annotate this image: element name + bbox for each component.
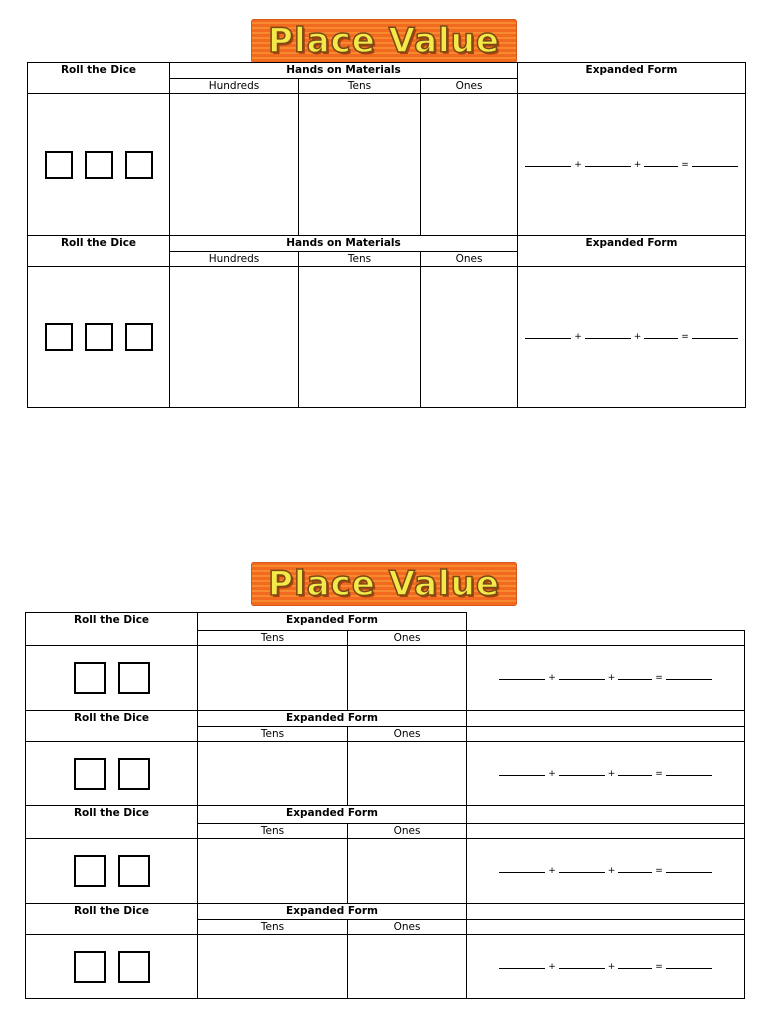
expanded-form-header: Expanded Form <box>518 63 746 94</box>
dice-cell <box>28 94 170 236</box>
dice-cell <box>26 742 198 806</box>
answer-blank[interactable] <box>585 337 631 339</box>
answer-blank[interactable] <box>666 967 712 969</box>
expanded-form-header: Expanded Form <box>198 904 467 920</box>
expanded-form-equation <box>518 160 745 170</box>
ones-header: Ones <box>348 824 467 839</box>
plus-sign: + <box>607 673 616 683</box>
answer-blank[interactable] <box>618 774 652 776</box>
tens-work-area[interactable] <box>198 646 348 711</box>
die-box-ones[interactable] <box>118 855 150 887</box>
tens-header: Tens <box>299 252 421 267</box>
plus-sign: + <box>548 673 556 683</box>
plus-sign: + <box>633 332 642 342</box>
die-box-hundreds[interactable] <box>45 151 73 179</box>
die-box-tens[interactable] <box>85 323 113 351</box>
dice-cell <box>26 935 198 999</box>
die-box-ones[interactable] <box>125 151 153 179</box>
die-box-hundreds[interactable] <box>45 323 73 351</box>
banner-title: Place Value <box>268 564 500 604</box>
answer-blank[interactable] <box>618 967 652 969</box>
place-value-banner <box>251 562 517 606</box>
ones-work-area[interactable] <box>421 267 518 408</box>
expanded-form-cell <box>518 94 746 236</box>
hundreds-work-area[interactable] <box>170 267 299 408</box>
answer-blank[interactable] <box>644 337 678 339</box>
tens-work-area[interactable] <box>198 935 348 999</box>
expanded-form-equation <box>518 332 745 342</box>
tens-work-area[interactable] <box>299 267 421 408</box>
expanded-form-equation <box>467 866 744 876</box>
expanded-form-cell <box>518 267 746 408</box>
roll-the-dice-header: Roll the Dice <box>26 904 198 920</box>
expanded-form-equation <box>467 962 744 972</box>
hundreds-work-area[interactable] <box>170 94 299 236</box>
expanded-form-cell <box>467 935 745 999</box>
answer-blank[interactable] <box>559 678 605 680</box>
expanded-form-equation <box>467 769 744 779</box>
equals-sign: = <box>655 768 663 779</box>
die-box-tens[interactable] <box>74 855 106 887</box>
die-box-tens[interactable] <box>85 151 113 179</box>
answer-blank[interactable] <box>666 871 712 873</box>
die-box-ones[interactable] <box>125 323 153 351</box>
equals-sign: = <box>681 332 689 342</box>
answer-blank[interactable] <box>499 871 545 873</box>
hands-on-materials-header: Hands on Materials <box>170 63 518 79</box>
expanded-form-cell <box>467 742 745 806</box>
plus-sign: + <box>548 768 556 779</box>
tens-header: Tens <box>299 79 421 94</box>
answer-blank[interactable] <box>618 871 652 873</box>
ones-work-area[interactable] <box>348 935 467 999</box>
die-box-ones[interactable] <box>118 662 150 694</box>
ones-work-area[interactable] <box>348 742 467 806</box>
answer-blank[interactable] <box>559 967 605 969</box>
tens-header: Tens <box>198 727 348 742</box>
roll-the-dice-header: Roll the Dice <box>28 236 170 267</box>
plus-sign: + <box>574 159 582 170</box>
dice-cell <box>28 267 170 408</box>
ones-work-area[interactable] <box>348 839 467 904</box>
die-box-tens[interactable] <box>74 758 106 790</box>
tens-work-area[interactable] <box>198 742 348 806</box>
answer-blank[interactable] <box>559 774 605 776</box>
plus-sign: + <box>548 961 556 972</box>
equals-sign: = <box>655 866 663 876</box>
ones-header: Ones <box>348 727 467 742</box>
die-box-tens[interactable] <box>74 951 106 983</box>
expanded-form-cell <box>467 646 745 711</box>
two-digit-worksheet-table <box>25 612 745 999</box>
answer-blank[interactable] <box>585 165 631 167</box>
ones-work-area[interactable] <box>421 94 518 236</box>
answer-blank[interactable] <box>525 337 571 339</box>
ones-header: Ones <box>421 79 518 94</box>
ones-header: Ones <box>421 252 518 267</box>
tens-work-area[interactable] <box>299 94 421 236</box>
expanded-form-header: Expanded Form <box>198 806 467 824</box>
expanded-form-header: Expanded Form <box>518 236 746 267</box>
expanded-form-header: Expanded Form <box>198 613 467 631</box>
expanded-form-equation <box>467 673 744 683</box>
ones-work-area[interactable] <box>348 646 467 711</box>
answer-blank[interactable] <box>499 678 545 680</box>
hundreds-header: Hundreds <box>170 252 299 267</box>
die-box-ones[interactable] <box>118 758 150 790</box>
answer-blank[interactable] <box>692 165 738 167</box>
answer-blank[interactable] <box>618 678 652 680</box>
three-digit-worksheet-table <box>27 62 746 408</box>
hands-on-materials-header: Hands on Materials <box>170 236 518 252</box>
expanded-form-cell <box>467 839 745 904</box>
answer-blank[interactable] <box>692 337 738 339</box>
ones-header: Ones <box>348 920 467 935</box>
answer-blank[interactable] <box>525 165 571 167</box>
answer-blank[interactable] <box>644 165 678 167</box>
dice-cell <box>26 646 198 711</box>
ones-header: Ones <box>348 631 467 646</box>
equals-sign: = <box>655 961 663 972</box>
die-box-tens[interactable] <box>74 662 106 694</box>
answer-blank[interactable] <box>559 871 605 873</box>
roll-the-dice-header: Roll the Dice <box>26 711 198 727</box>
plus-sign: + <box>607 866 616 876</box>
place-value-banner <box>251 19 517 63</box>
equals-sign: = <box>681 159 689 170</box>
equals-sign: = <box>655 673 663 683</box>
plus-sign: + <box>548 866 556 876</box>
tens-header: Tens <box>198 920 348 935</box>
plus-sign: + <box>607 768 616 779</box>
roll-the-dice-header: Roll the Dice <box>26 613 198 631</box>
tens-work-area[interactable] <box>198 839 348 904</box>
plus-sign: + <box>574 332 582 342</box>
plus-sign: + <box>607 961 616 972</box>
answer-blank[interactable] <box>499 967 545 969</box>
dice-cell <box>26 839 198 904</box>
banner-title: Place Value <box>268 21 500 61</box>
expanded-form-header: Expanded Form <box>198 711 467 727</box>
plus-sign: + <box>633 159 642 170</box>
hundreds-header: Hundreds <box>170 79 299 94</box>
roll-the-dice-header: Roll the Dice <box>28 63 170 94</box>
tens-header: Tens <box>198 631 348 646</box>
answer-blank[interactable] <box>666 774 712 776</box>
roll-the-dice-header: Roll the Dice <box>26 806 198 824</box>
answer-blank[interactable] <box>666 678 712 680</box>
tens-header: Tens <box>198 824 348 839</box>
die-box-ones[interactable] <box>118 951 150 983</box>
answer-blank[interactable] <box>499 774 545 776</box>
